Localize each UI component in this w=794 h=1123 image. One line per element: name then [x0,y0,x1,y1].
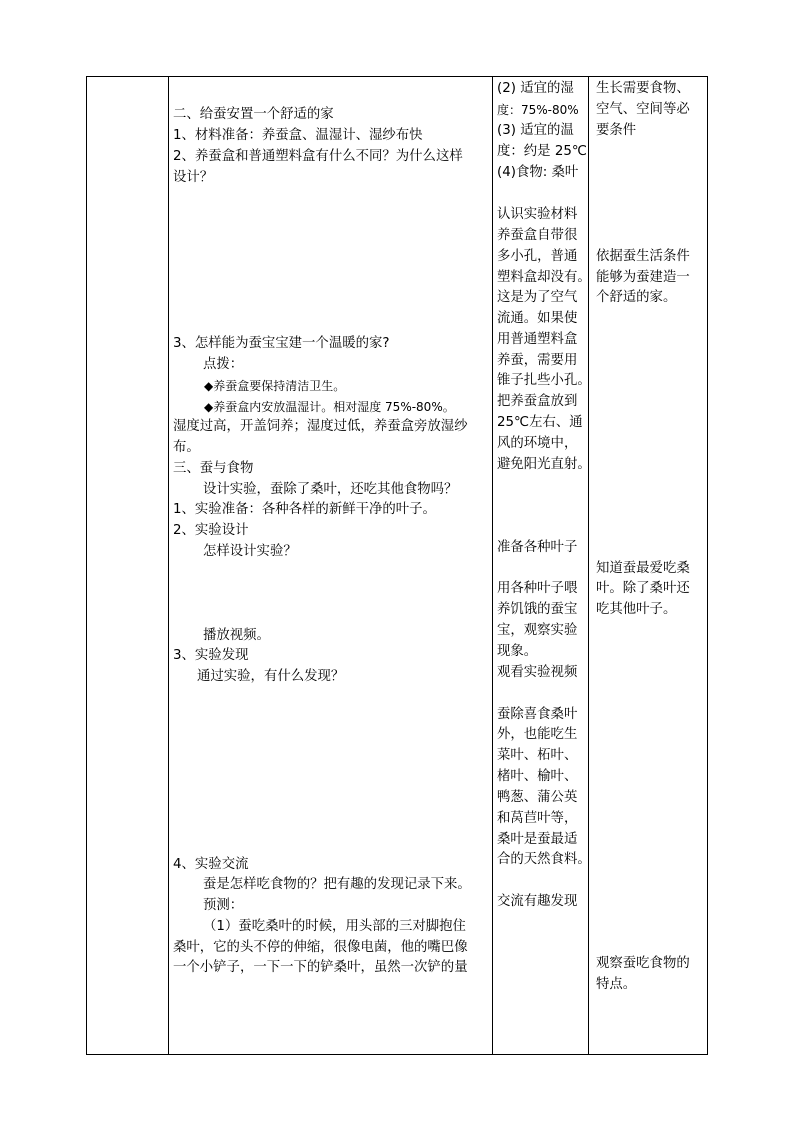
table-bottom-border [86,1054,707,1055]
student-line: (4)食物: 桑叶 [497,165,579,180]
student-line: 锥子扎些小孔。 [497,373,591,388]
activity-line: 2、实验设计 [173,523,249,538]
student-line: 度：约是 25℃ [497,144,587,159]
column-divider-1 [168,76,169,1055]
student-line: 观看实验视频 [497,665,578,680]
student-line: 外，也能吃生 [497,727,578,742]
student-line: 蚕除喜食桑叶 [497,707,578,722]
student-line: 养蚕，需要用 [497,353,578,368]
table-left-border [86,76,87,1055]
activity-line: （1）蚕吃桑叶的时候，用头部的三对脚抱住 [203,919,466,934]
activity-line: 3、实验发现 [173,648,249,663]
column-divider-3 [588,76,589,1055]
activity-line: ◆养蚕盒要保持清洁卫生。 [204,379,346,393]
student-line: 用各种叶子喂 [497,581,578,596]
activity-line: 一个小铲子，一下一下的铲桑叶，虽然一次铲的量 [173,960,468,975]
student-line: 楮叶、榆叶、 [497,769,578,784]
student-line: 这是为了空气 [497,290,578,305]
activity-line: 3、怎样能为蚕宝宝建一个温暖的家? [173,336,390,351]
table-right-border [707,76,708,1055]
activity-line: 二、给蚕安置一个舒适的家 [173,107,334,122]
intent-line: 空气、空间等必 [596,102,690,117]
activity-line: 2、养蚕盒和普通塑料盒有什么不同？为什么这样 [173,149,463,164]
student-line: 合的天然食料。 [497,852,591,867]
activity-line: 点拨： [203,357,244,372]
student-line: 和莴苣叶等， [497,811,578,826]
activity-line: 预测： [203,898,244,913]
activity-line: 通过实验，有什么发现？ [197,669,345,684]
column-divider-2 [492,76,493,1055]
intent-line: 依据蚕生活条件 [596,249,690,264]
student-line: 宝，观察实验 [497,623,578,638]
intent-line: 个舒适的家。 [596,290,677,305]
activity-line: 蚕是怎样吃食物的？把有趣的发现记录下来。 [203,877,471,892]
student-line: 认识实验材料 [497,207,578,222]
student-line: 度：75%-80% [497,103,579,117]
intent-line: 生长需要食物、 [596,81,690,96]
student-line: 流通。如果使 [497,311,578,326]
student-line: 养蚕盒自带很 [497,228,578,243]
student-line: 养饥饿的蚕宝 [497,602,578,617]
student-line: 风的环境中， [497,436,578,451]
student-line: 25℃左右、通 [497,415,583,430]
intent-line: 特点。 [596,977,637,992]
activity-line: 4、实验交流 [173,857,249,872]
student-line: 鸭葱、蒲公英 [497,790,578,805]
intent-line: 叶。除了桑叶还 [596,581,690,596]
student-line: 避免阳光直射。 [497,457,591,472]
intent-line: 要条件 [596,123,637,138]
intent-line: 吃其他叶子。 [596,602,677,617]
student-line: 准备各种叶子 [497,540,578,555]
table-top-border [86,76,707,77]
student-line: (3) 适宜的温 [497,123,574,138]
intent-line: 观察蚕吃食物的 [596,956,690,971]
student-line: (2) 适宜的湿 [497,81,574,96]
student-line: 塑料盒却没有。 [497,270,591,285]
activity-line: 1、实验准备：各种各样的新鲜干净的叶子。 [173,502,436,517]
activity-line: 湿度过高，开盖饲养；湿度过低，养蚕盒旁放湿纱 [173,419,468,434]
intent-line: 知道蚕最爱吃桑 [596,561,690,576]
student-line: 桑叶是蚕最适 [497,832,578,847]
activity-line: ◆养蚕盒内安放温湿计。相对湿度 75%-80%。 [204,400,455,414]
student-line: 多小孔，普通 [497,249,578,264]
student-line: 把养蚕盒放到 [497,394,578,409]
intent-line: 能够为蚕建造一 [596,270,690,285]
student-line: 用普通塑料盒 [497,332,578,347]
activity-line: 布。 [173,440,200,455]
activity-line: 桑叶，它的头不停的伸缩，很像电菌，他的嘴巴像 [173,940,468,955]
activity-line: 三、蚕与食物 [173,461,254,476]
student-line: 交流有趣发现 [497,894,578,909]
activity-line: 播放视频。 [203,628,270,643]
activity-line: 设计？ [173,170,214,185]
student-line: 菜叶、柘叶、 [497,748,578,763]
activity-line: 怎样设计实验？ [203,544,297,559]
activity-line: 设计实验，蚕除了桑叶，还吃其他食物吗？ [203,482,458,497]
activity-line: 1、材料准备：养蚕盒、温湿计、湿纱布快 [173,128,423,143]
student-line: 现象。 [497,644,538,659]
